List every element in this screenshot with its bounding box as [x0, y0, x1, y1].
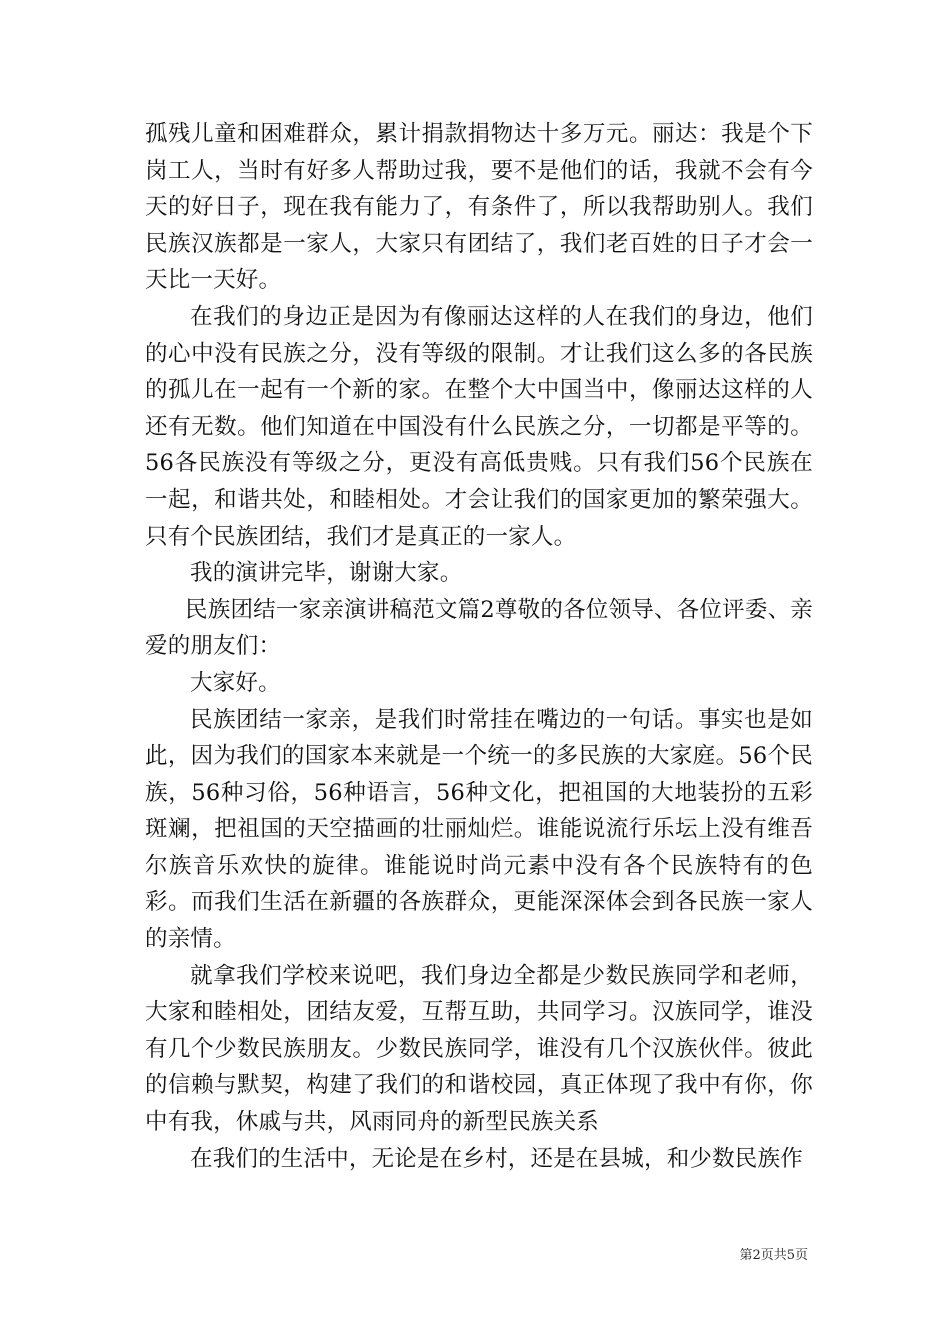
document-body: [145, 116, 813, 1177]
paragraph-7: 就拿我们学校来说吧，我们身边全都是少数民族同学和老师，大家和睦相处，团结友爱，互帮互助，共同学习。汉族同学，谁没有几个少数民族朋友。少数民族同学，谁没有几个汉族伙伴。彼此的信赖与默契，构建了我们的和谐校园，真正体现了我中有你，你中有我，休戚与共，风雨同舟的新型民族关系: [145, 962, 813, 1136]
page-number: 第2页共5页: [739, 1248, 808, 1263]
paragraph-5: 大家好。: [190, 669, 281, 696]
paragraph-6: 民族团结一家亲，是我们时常挂在嘴边的一句话。事实也是如此，因为我们的国家本来就是一个统一的多民族的大家庭。56个民族，56种习俗，56种语言，56种文化，把祖国的大地装扮的五彩斑斓，把祖国的天空描画的壮丽灿烂。谁能说流行乐坛上没有维吾尔族音乐欢快的旋律。谁能说时尚元素中没有各个民族特有的色彩。而我们生活在新疆的各族群众，更能深深体会到各民族一家人的亲情。: [145, 706, 813, 953]
paragraph-8: 在我们的生活中，无论是在乡村，还是在县城，和少数民族作: [190, 1145, 803, 1172]
paragraph-2: 在我们的身边正是因为有像丽达这样的人在我们的身边，他们的心中没有民族之分，没有等级的限制。才让我们这么多的各民族的孤儿在一起有一个新的家。在整个大中国当中，像丽达这样的人还有无数。他们知道在中国没有什么民族之分，一切都是平等的。56各民族没有等级之分，更没有高低贵贱。只有我们56个民族在一起，和谐共处，和睦相处。才会让我们的国家更加的繁荣强大。只有个民族团结，我们才是真正的一家人。: [145, 303, 813, 550]
paragraph-3: 我的演讲完毕，谢谢大家。: [190, 560, 463, 587]
paragraph-4: 民族团结一家亲演讲稿范文篇2尊敬的各位领导、各位评委、亲爱的朋友们：: [145, 596, 813, 660]
paragraph-1: 孤残儿童和困难群众，累计捐款捐物达十多万元。丽达：我是个下岗工人，当时有好多人帮助过我，要不是他们的话，我就不会有今天的好日子，现在我有能力了，有条件了，所以我帮助别人。我们民族汉族都是一家人，大家只有团结了，我们老百姓的日子才会一天比一天好。: [145, 121, 813, 294]
